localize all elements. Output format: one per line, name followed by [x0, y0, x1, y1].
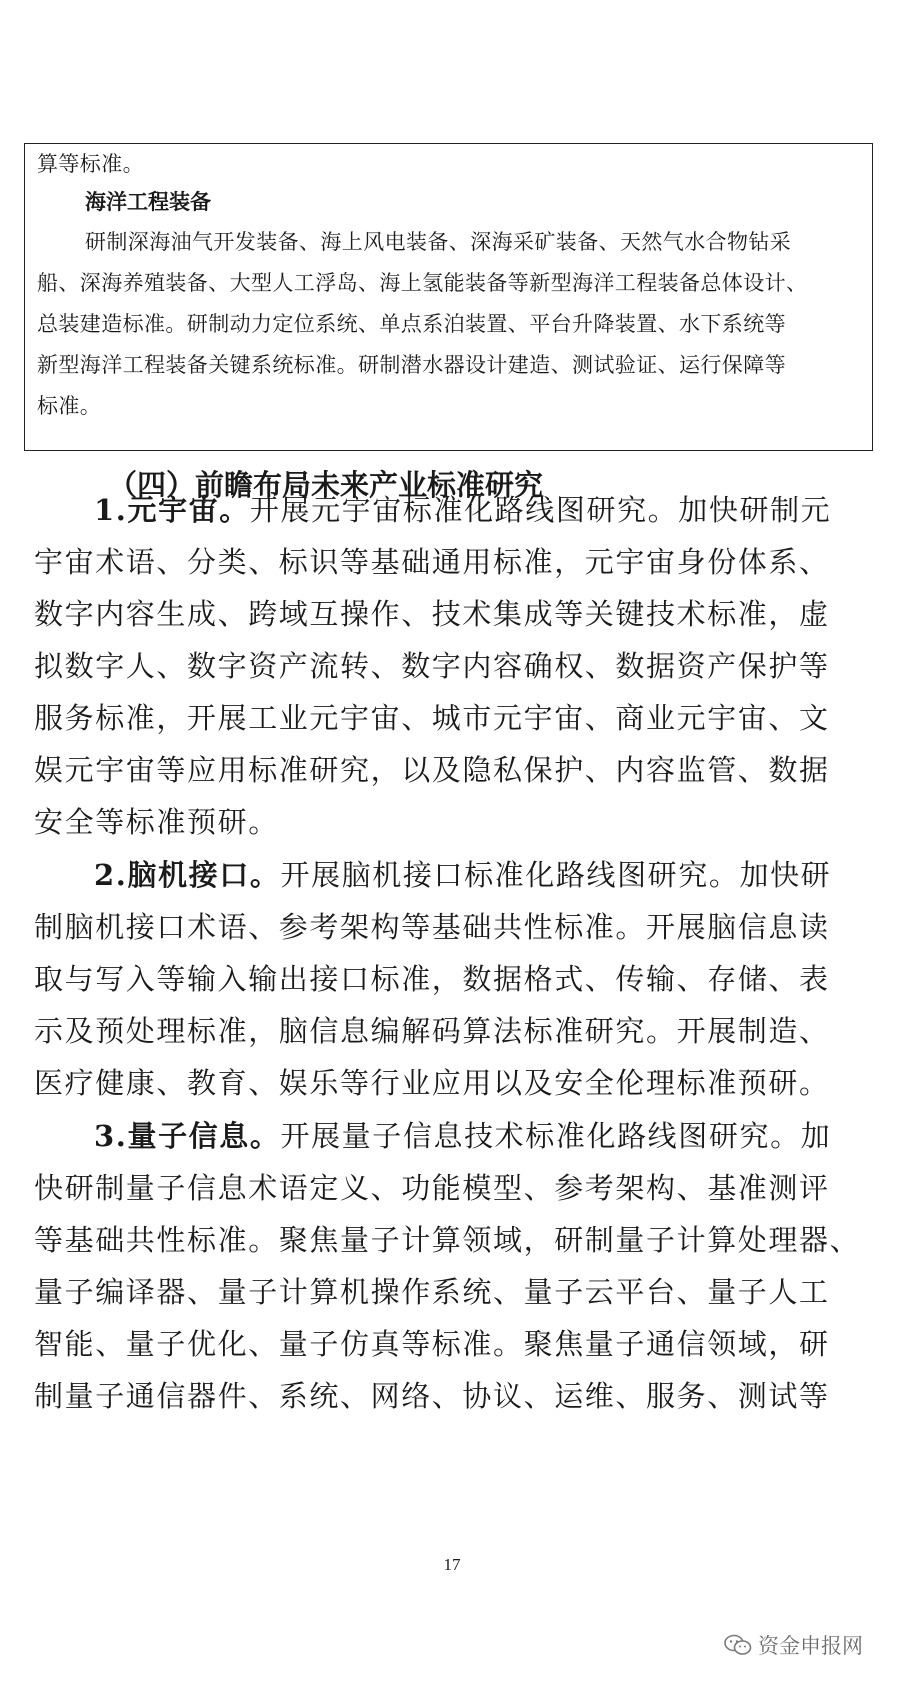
box-line: 研制深海油气开发装备、海上风电装备、深海采矿装备、天然气水合物钻采: [85, 230, 792, 254]
box-heading: 海洋工程装备: [85, 190, 211, 214]
watermark: [724, 1630, 863, 1660]
paragraph-line: 示及预处理标准，脑信息编解码算法标准研究。开展制造、: [34, 1014, 830, 1048]
paragraph-lead: 3.量子信息。: [94, 1119, 281, 1153]
box-line: 新型海洋工程装备关键系统标准。研制潜水器设计建造、测试验证、运行保障等: [37, 353, 786, 377]
paragraph-line: 拟数字人、数字资产流转、数字内容确权、数据资产保护等: [34, 649, 830, 683]
paragraph-line: 取与写入等输入输出接口标准，数据格式、传输、存储、表: [34, 962, 830, 996]
paragraph-text: 开展脑机接口标准化路线图研究。加快研: [280, 858, 832, 892]
paragraph-line: 娱元宇宙等应用标准研究，以及隐私保护、内容监管、数据: [34, 753, 830, 787]
paragraph-text: 开展元宇宙标准化路线图研究。加快研制元: [249, 493, 832, 527]
paragraph-line: 医疗健康、教育、娱乐等行业应用以及安全伦理标准预研。: [34, 1066, 830, 1100]
paragraph-line: 服务标准，开展工业元宇宙、城市元宇宙、商业元宇宙、文: [34, 701, 830, 735]
paragraph-line: 智能、量子优化、量子仿真等标准。聚焦量子通信领域，研: [34, 1327, 830, 1361]
paragraph-line: 等基础共性标准。聚焦量子计算领域，研制量子计算处理器、: [34, 1223, 861, 1257]
paragraph-line: 宇宙术语、分类、标识等基础通用标准，元宇宙身份体系、: [34, 545, 830, 579]
wechat-icon: [724, 1634, 752, 1656]
watermark-text: 资金申报网: [758, 1634, 863, 1658]
paragraph-line: 制脑机接口术语、参考架构等基础共性标准。开展脑信息读: [34, 910, 830, 944]
paragraph-first-line: [94, 855, 831, 895]
info-box: [24, 143, 873, 451]
paragraph-line: 制量子通信器件、系统、网络、协议、运维、服务、测试等: [34, 1379, 830, 1413]
paragraph-lead: 1.元宇宙。: [94, 493, 250, 527]
box-line: 船、深海养殖装备、大型人工浮岛、海上氢能装备等新型海洋工程装备总体设计、: [37, 271, 808, 295]
section-title: （四）前瞻布局未来产业标准研究: [108, 468, 544, 502]
paragraph-lead: 2.脑机接口。: [94, 858, 281, 892]
paragraph-line: 数字内容生成、跨域互操作、技术集成等关键技术标准，虚: [34, 597, 830, 631]
box-line: 标准。: [37, 394, 102, 418]
paragraph-line: 量子编译器、量子计算机操作系统、量子云平台、量子人工: [34, 1275, 830, 1309]
paragraph-line: 安全等标准预研。: [34, 805, 279, 839]
box-line: 总装建造标准。研制动力定位系统、单点系泊装置、平台升降装置、水下系统等: [37, 312, 786, 336]
paragraph-text: 开展量子信息技术标准化路线图研究。加: [280, 1119, 832, 1153]
paragraph-first-line: [94, 490, 831, 530]
page-number: 17: [443, 1555, 461, 1574]
paragraph-line: 快研制量子信息术语定义、功能模型、参考架构、基准测评: [34, 1171, 830, 1205]
box-line: 算等标准。: [37, 152, 144, 176]
paragraph-first-line: [94, 1116, 831, 1156]
